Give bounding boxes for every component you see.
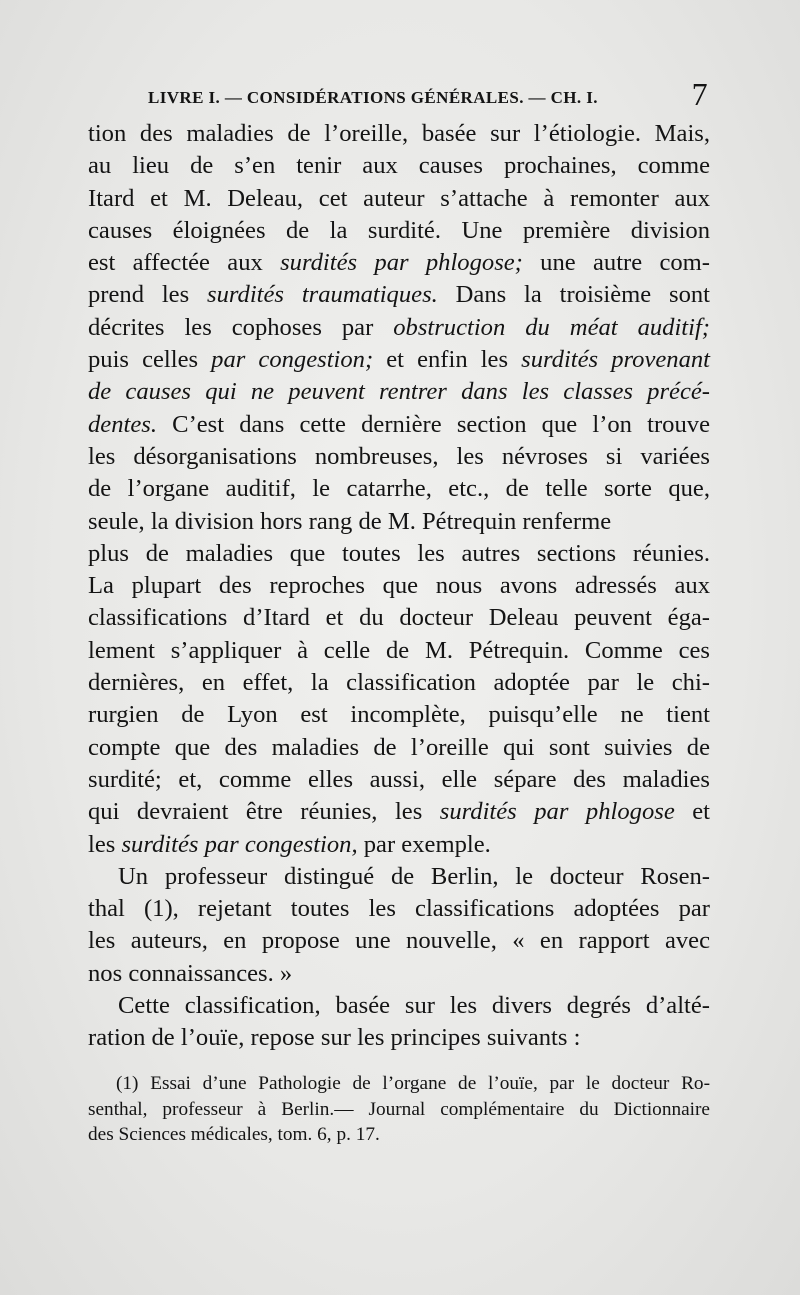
text-run: les auteurs, en propose une nouvelle, « en rapport avec: [88, 927, 710, 955]
italic-text: dentes.: [88, 410, 157, 438]
text-run: causes éloignées de la surdité. Une première division: [88, 216, 710, 244]
text-line: [88, 247, 710, 279]
text-run: décrites les cophoses par: [88, 313, 394, 341]
text-line: [88, 602, 710, 634]
text-run: les désorganisations nombreuses, les névroses si variées: [88, 442, 710, 470]
footnote-line: senthal, professeur à Berlin.— Journal complémentaire du Dictionnaire: [88, 1098, 710, 1120]
text-line: [88, 829, 710, 861]
text-line: [88, 796, 710, 828]
italic-text: surdités par phlogose;: [280, 249, 523, 277]
text-line: [88, 473, 710, 505]
italic-text: surdités provenant: [521, 346, 710, 374]
running-head: [148, 76, 708, 114]
text-line: [88, 279, 710, 311]
footnote: [88, 1071, 710, 1148]
text-run: classifications d’Itard et du docteur Deleau peuvent éga-: [88, 604, 710, 632]
text-line: [88, 732, 710, 764]
running-title: LIVRE I. — CONSIDÉRATIONS GÉNÉRALES. — CH. I.: [148, 88, 598, 107]
text-line: [88, 667, 710, 699]
text-run: dernières, en effet, la classification adoptée par le chi-: [88, 669, 710, 697]
text-line: [88, 635, 710, 667]
text-line: [88, 150, 710, 182]
text-run: par exemple.: [357, 830, 491, 858]
body-text: [88, 118, 710, 1055]
text-line: [88, 990, 710, 1022]
italic-text: obstruction du méat auditif;: [393, 313, 710, 341]
text-run: tion des maladies de l’oreille, basée sur l’étiologie. Mais,: [88, 120, 710, 147]
text-line: [88, 409, 710, 441]
footnote-line: (1) Essai d’une Pathologie de l’organe de l’ouïe, par le docteur Ro-: [116, 1073, 710, 1094]
text-run: qui devraient être réunies, les: [88, 798, 440, 826]
text-run: prend les: [88, 281, 208, 309]
text-run: surdité; et, comme elles aussi, elle sépare des maladies: [88, 765, 710, 793]
text-run: puis celles: [88, 346, 212, 374]
text-line: [88, 1022, 710, 1054]
text-line: [88, 441, 710, 473]
footnote-line: des Sciences médicales, tom. 6, p. 17.: [88, 1124, 380, 1145]
text-line: [88, 215, 710, 247]
text-line: [88, 893, 710, 925]
text-run: une autre com-: [522, 249, 711, 277]
text-run: C’est dans cette dernière section que l’on trouve: [156, 410, 710, 438]
text-run: et enfin les: [373, 346, 522, 374]
page-number: 7: [691, 76, 708, 112]
text-run: Cette classification, basée sur les divers degrés d’alté-: [118, 992, 710, 1020]
text-run: et: [674, 798, 710, 826]
text-run: Un professeur distingué de Berlin, le docteur Rosen-: [118, 862, 710, 890]
text-run: seule, la division hors rang de M. Pétrequin renferme: [88, 507, 612, 535]
text-line: [88, 506, 710, 538]
text-run: rurgien de Lyon est incomplète, puisqu’elle ne tient: [88, 701, 710, 729]
text-line: [88, 958, 710, 990]
text-line: [88, 183, 710, 215]
text-run: est affectée aux: [88, 249, 281, 277]
text-run: La plupart des reproches que nous avons adressés aux: [88, 572, 710, 600]
text-run: ration de l’ouïe, repose sur les principes suivants :: [88, 1024, 581, 1052]
text-line: [88, 764, 710, 796]
italic-text: surdités traumatiques.: [207, 281, 438, 309]
text-run: compte que des maladies de l’oreille qui sont suivies de: [88, 733, 710, 761]
text-line: [88, 538, 710, 570]
text-run: Dans la troisième sont: [437, 281, 710, 309]
text-run: les: [88, 830, 122, 858]
italic-text: par congestion;: [211, 346, 374, 374]
italic-text: de causes qui ne peuvent rentrer dans les classes précé-: [88, 378, 710, 406]
text-line: [88, 344, 710, 376]
text-run: au lieu de s’en tenir aux causes prochaines, comme: [88, 152, 710, 180]
text-run: plus de maladies que toutes les autres sections réunies.: [88, 539, 710, 567]
text-run: Itard et M. Deleau, cet auteur s’attache à remonter aux: [88, 184, 710, 212]
text-run: lement s’appliquer à celle de M. Pétrequin. Comme ces: [88, 636, 710, 664]
text-line: [88, 925, 710, 957]
text-run: nos connaissances. »: [88, 959, 293, 987]
text-line: [88, 570, 710, 602]
text-line: [88, 312, 710, 344]
italic-text: surdités par phlogose: [439, 798, 675, 826]
italic-text: surdités par congestion,: [121, 830, 358, 858]
text-run: de l’organe auditif, le catarrhe, etc., de telle sorte que,: [88, 475, 710, 503]
text-line: [88, 376, 710, 408]
text-run: thal (1), rejetant toutes les classifications adoptées par: [88, 895, 710, 923]
text-line: [88, 699, 710, 731]
text-line: [88, 118, 710, 150]
text-line: [88, 861, 710, 893]
